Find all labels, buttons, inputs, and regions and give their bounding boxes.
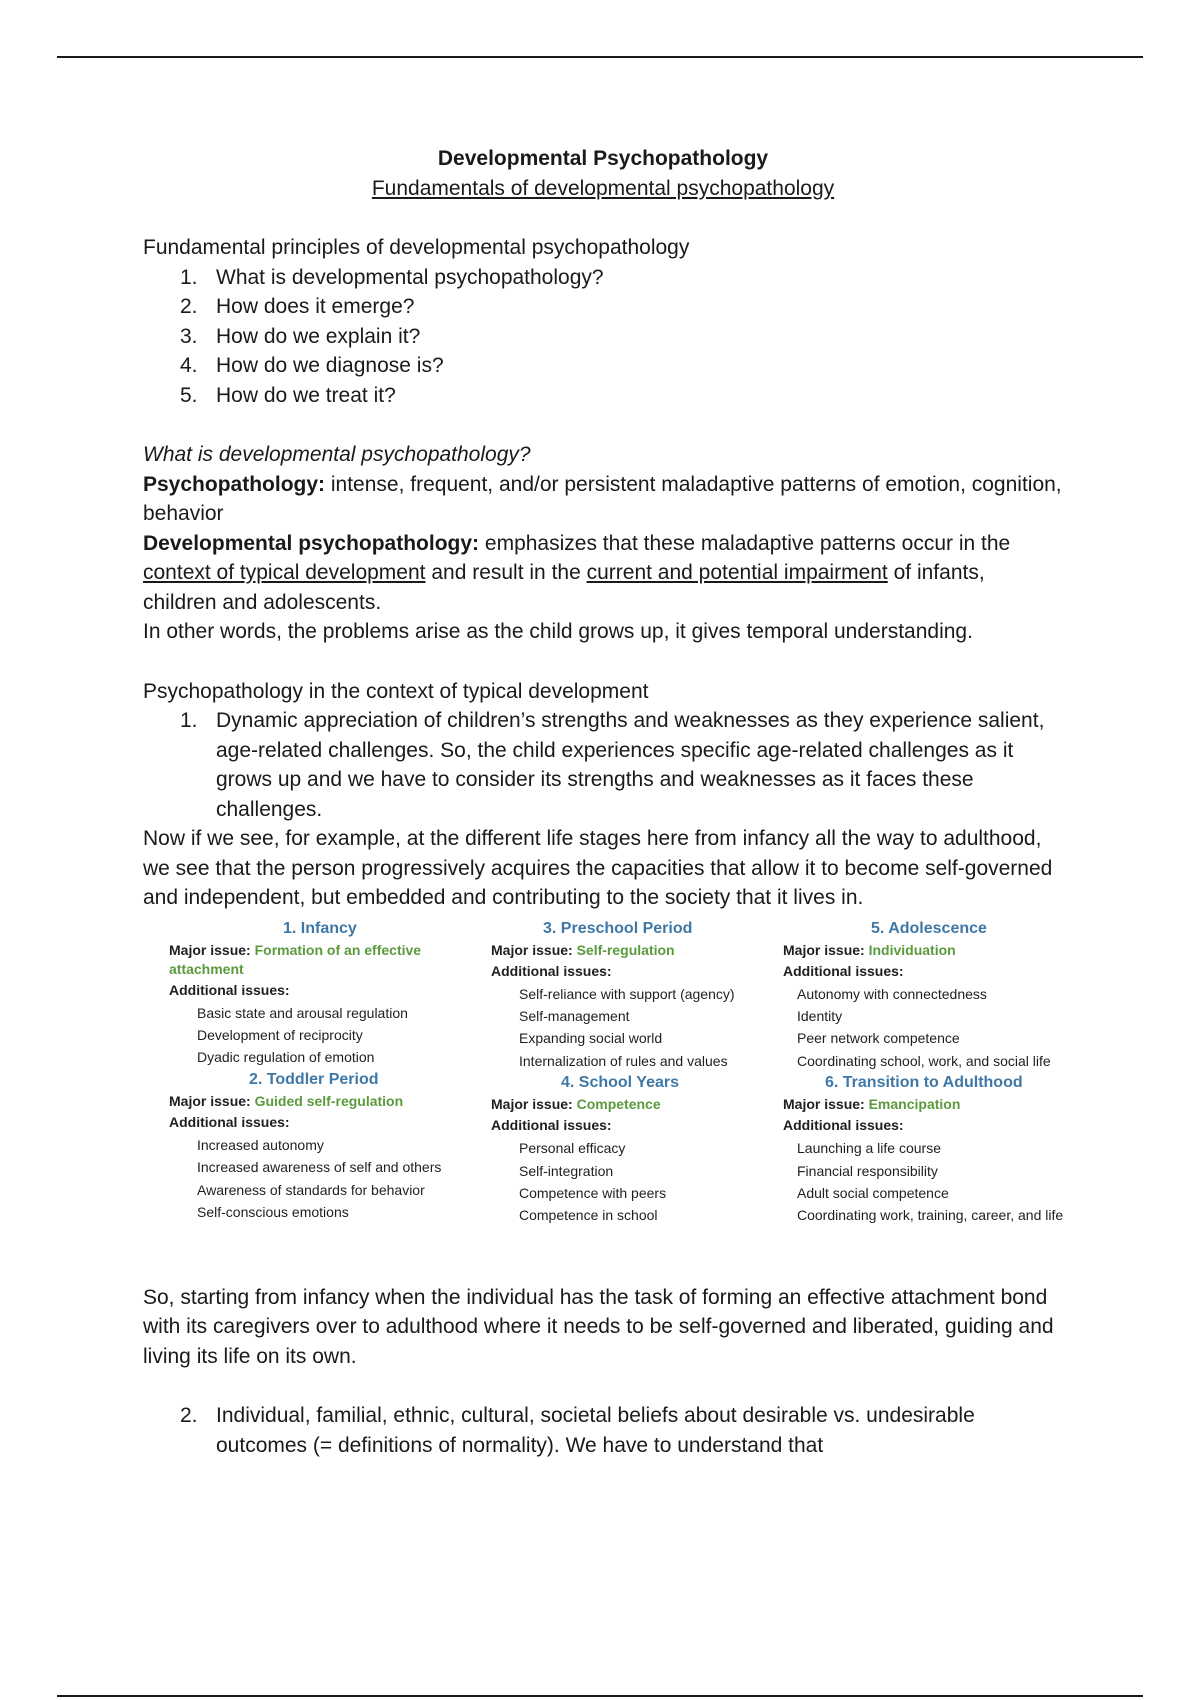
stages-paragraph: Now if we see, for example, at the different life stages here from infancy all the way to adulthood, we see that the person progressively acquires the capacities that allow it to become self-governed and independent, but embedded and contributing to the society that it lives in. xyxy=(143,827,1053,909)
issues-list xyxy=(169,1002,479,1069)
issue-item: Self-conscious emotions xyxy=(197,1203,349,1220)
issues-list xyxy=(491,983,779,1073)
page-content xyxy=(143,144,1063,1460)
issue-item: Identity xyxy=(797,1007,843,1024)
stage-title: 6. Transition to Adulthood xyxy=(825,1074,1023,1092)
issue-item: Financial responsibility xyxy=(797,1162,938,1179)
other-words-paragraph: In other words, the problems arise as the child grows up, it gives temporal understanding. xyxy=(143,620,973,643)
principles-item: 4. How do we diagnose is? xyxy=(180,354,444,377)
document-subtitle: Fundamentals of developmental psychopathology xyxy=(371,176,835,200)
context-item: 1. Dynamic appreciation of children’s strengths and weaknesses as they experience salient, age-related challenges. So, the child experiences specific age-related challenges as it grows up and we have to consider its strengths and weaknesses as it faces these challenges. xyxy=(180,709,1045,821)
spacer xyxy=(143,647,1063,677)
principles-item: 5. How do we treat it? xyxy=(180,383,396,407)
context-item: 2. Individual, familial, ethnic, cultural, societal beliefs about desirable vs. undesirable outcomes (= definitions of normality). We have to understand that xyxy=(180,1404,975,1457)
context-list xyxy=(143,706,1063,824)
major-issue: Major issue: Emancipation xyxy=(783,1096,961,1113)
footer-rule xyxy=(57,1695,1143,1697)
issues-list xyxy=(783,1137,1087,1227)
stage-title: 2. Toddler Period xyxy=(249,1070,379,1088)
issue-item: Adult social competence xyxy=(797,1184,949,1201)
section-question: What is developmental psychopathology? xyxy=(143,443,531,466)
issue-item: Awareness of standards for behavior xyxy=(197,1181,425,1198)
principles-list xyxy=(143,263,1063,411)
stages-column-1 xyxy=(169,918,479,1224)
additional-issues-label: Additional issues: xyxy=(169,1113,290,1130)
developmental-definition: Developmental psychopathology: emphasizes that these maladaptive patterns occur in the context of typical development and result in the current and potential impairment of infants, children and adolescents. xyxy=(143,531,1011,614)
summary-paragraph: So, starting from infancy when the individual has the task of forming an effective attachment bond with its caregivers over to adulthood where it needs to be self-governed and liberated, guiding and living its life on its own. xyxy=(143,1285,1054,1368)
header-rule xyxy=(57,56,1143,58)
issue-item: Internalization of rules and values xyxy=(519,1052,728,1069)
principles-item: 2. How does it emerge? xyxy=(180,295,415,318)
spacer xyxy=(143,1263,1063,1283)
stage-title: 1. Infancy xyxy=(283,919,357,937)
principles-heading: Fundamental principles of developmental psychopathology xyxy=(143,236,690,259)
issue-item: Dyadic regulation of emotion xyxy=(197,1049,375,1066)
major-issue: Major issue: Guided self-regulation xyxy=(169,1092,404,1109)
context-list-continued xyxy=(143,1401,1063,1460)
issue-item: Increased autonomy xyxy=(197,1136,324,1153)
additional-issues-label: Additional issues: xyxy=(491,962,612,979)
stage-title: 4. School Years xyxy=(561,1074,679,1092)
issue-item: Development of reciprocity xyxy=(197,1026,363,1043)
spacer xyxy=(143,410,1063,440)
issue-item: Competence in school xyxy=(519,1207,658,1224)
issues-list xyxy=(783,983,1087,1073)
stages-column-3 xyxy=(783,918,1087,1227)
spacer xyxy=(143,1371,1063,1401)
context-heading: Psychopathology in the context of typical development xyxy=(143,679,649,703)
stages-column-2 xyxy=(491,918,779,1227)
issue-item: Autonomy with connectedness xyxy=(797,985,987,1002)
additional-issues-label: Additional issues: xyxy=(491,1117,612,1134)
psychopathology-definition: Psychopathology: intense, frequent, and/or persistent maladaptive patterns of emotion, cognition, behavior xyxy=(143,472,1062,525)
issue-item: Peer network competence xyxy=(797,1030,960,1047)
issue-item: Competence with peers xyxy=(519,1184,667,1201)
issues-list xyxy=(169,1134,479,1224)
issue-item: Self-reliance with support (agency) xyxy=(519,985,735,1002)
issue-item: Self-management xyxy=(519,1007,630,1024)
issue-item: Increased awareness of self and others xyxy=(197,1159,442,1176)
issue-item: Self-integration xyxy=(519,1162,614,1179)
principles-item: 1. What is developmental psychopathology? xyxy=(180,265,604,289)
major-issue: Major issue: Individuation xyxy=(783,941,956,958)
life-stages-figure xyxy=(169,918,1087,1263)
spacer xyxy=(143,203,1063,233)
issue-item: Launching a life course xyxy=(797,1140,941,1157)
issue-item: Expanding social world xyxy=(519,1030,663,1047)
issue-item: Coordinating school, work, and social life xyxy=(797,1052,1051,1069)
major-issue: Major issue: Competence xyxy=(491,1096,661,1113)
document-title: Developmental Psychopathology xyxy=(437,147,769,170)
issues-list xyxy=(491,1137,779,1227)
additional-issues-label: Additional issues: xyxy=(783,962,904,979)
principles-item: 3. How do we explain it? xyxy=(180,324,421,348)
additional-issues-label: Additional issues: xyxy=(169,981,290,998)
major-issue: Major issue: Formation of an effective attachment xyxy=(169,941,422,977)
stage-title: 3. Preschool Period xyxy=(543,919,693,937)
issue-item: Coordinating work, training, career, and life xyxy=(797,1207,1064,1224)
issue-item: Personal efficacy xyxy=(519,1140,626,1157)
major-issue: Major issue: Self-regulation xyxy=(491,941,675,958)
additional-issues-label: Additional issues: xyxy=(783,1117,904,1134)
stage-title: 5. Adolescence xyxy=(871,919,987,937)
issue-item: Basic state and arousal regulation xyxy=(197,1004,408,1021)
